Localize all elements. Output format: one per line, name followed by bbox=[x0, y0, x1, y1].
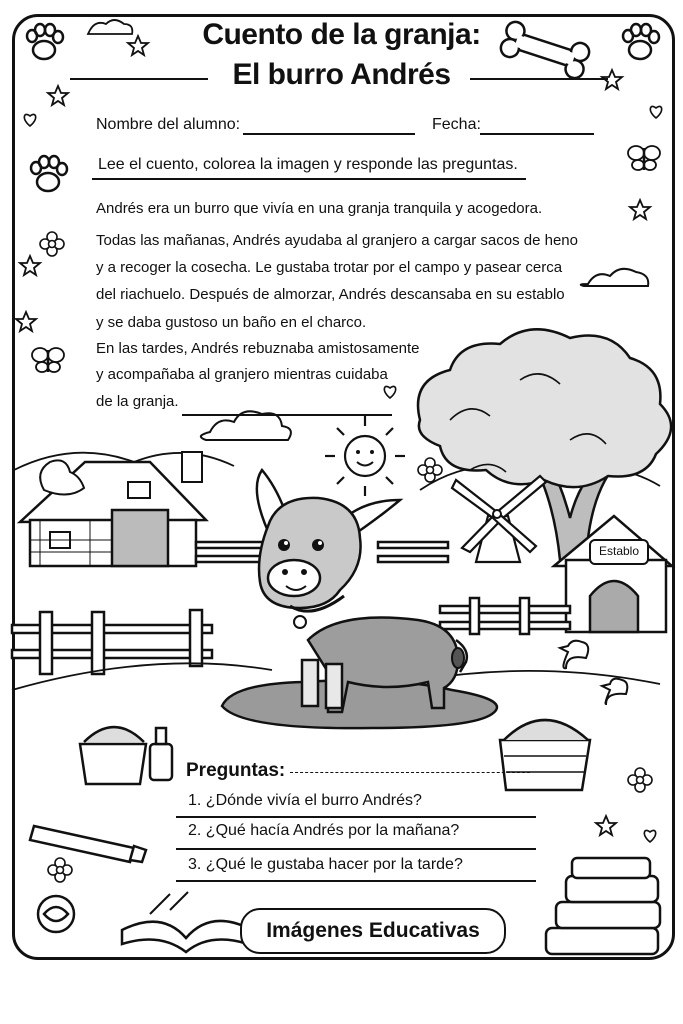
heart-icon bbox=[650, 106, 661, 118]
heart-icon bbox=[24, 114, 35, 126]
answer-line[interactable] bbox=[176, 816, 536, 818]
answer-line[interactable] bbox=[176, 848, 536, 850]
globe-icon bbox=[38, 896, 74, 932]
star-icon bbox=[20, 256, 40, 275]
mud-puddle bbox=[222, 680, 497, 728]
story-line: y acompañaba al granjero mientras cuidaba bbox=[96, 366, 388, 383]
star-icon bbox=[16, 312, 36, 331]
windmill-illustration bbox=[452, 476, 546, 562]
book-icon bbox=[122, 892, 248, 952]
basket-illustration bbox=[80, 727, 172, 784]
page-title: Cuento de la granja: bbox=[202, 18, 481, 51]
donkey-illustration bbox=[257, 470, 467, 712]
heart-icon bbox=[384, 386, 395, 398]
instructions: Lee el cuento, colorea la imagen y responde las preguntas. bbox=[98, 156, 518, 173]
student-name-field[interactable] bbox=[243, 133, 415, 135]
star-icon bbox=[596, 816, 616, 835]
star-icon bbox=[630, 200, 650, 219]
flower-icon bbox=[40, 232, 64, 256]
butterfly-icon bbox=[32, 348, 64, 372]
question-item: 1. ¿Dónde vivía el burro Andrés? bbox=[188, 792, 422, 809]
story-line: y se daba gustoso un baño en el charco. bbox=[96, 314, 367, 331]
student-name-label: Nombre del alumno: bbox=[96, 116, 241, 133]
story-line: Todas las mañanas, Andrés ayudaba al granjero a cargar sacos de heno bbox=[96, 232, 578, 249]
hay-crate-illustration bbox=[500, 720, 590, 790]
title-rule-left bbox=[70, 78, 208, 80]
books-stack-illustration bbox=[546, 858, 660, 954]
tube-illustration bbox=[30, 826, 146, 862]
footer-banner bbox=[240, 908, 506, 954]
paw-icon bbox=[31, 156, 67, 191]
story-line: del riachuelo. Después de almorzar, Andrés descansaba en su establo bbox=[96, 286, 565, 303]
flower-icon bbox=[628, 768, 652, 792]
butterfly-icon bbox=[628, 146, 660, 170]
question-item: 3. ¿Qué le gustaba hacer por la tarde? bbox=[188, 856, 463, 873]
questions-title: Preguntas: bbox=[186, 760, 286, 781]
story-line: Andrés era un burro que vivía en una granja tranquila y acogedora. bbox=[96, 200, 543, 217]
story-line: En las tardes, Andrés rebuznaba amistosamente bbox=[96, 340, 420, 357]
flower-icon bbox=[48, 858, 72, 882]
footer-banner-text: Imágenes Educativas bbox=[266, 919, 480, 942]
date-label: Fecha: bbox=[432, 116, 481, 133]
page-subtitle: El burro Andrés bbox=[232, 58, 451, 91]
questions-rule bbox=[290, 772, 530, 775]
tree-illustration bbox=[418, 329, 671, 560]
instructions-underline bbox=[92, 178, 526, 180]
barn-illustration bbox=[20, 452, 206, 566]
sun-icon bbox=[325, 416, 405, 496]
heart-icon bbox=[644, 830, 655, 842]
stable-sign: Establo bbox=[598, 544, 640, 558]
story-line: y a recoger la cosecha. Le gustaba trotar por el campo y pasear cerca bbox=[96, 259, 563, 276]
date-field[interactable] bbox=[480, 133, 594, 135]
story-line: de la granja. bbox=[96, 393, 179, 410]
answer-line[interactable] bbox=[176, 880, 536, 882]
question-item: 2. ¿Qué hacía Andrés por la mañana? bbox=[188, 822, 460, 839]
title-rule-right bbox=[470, 78, 608, 80]
story-underline bbox=[182, 414, 392, 416]
